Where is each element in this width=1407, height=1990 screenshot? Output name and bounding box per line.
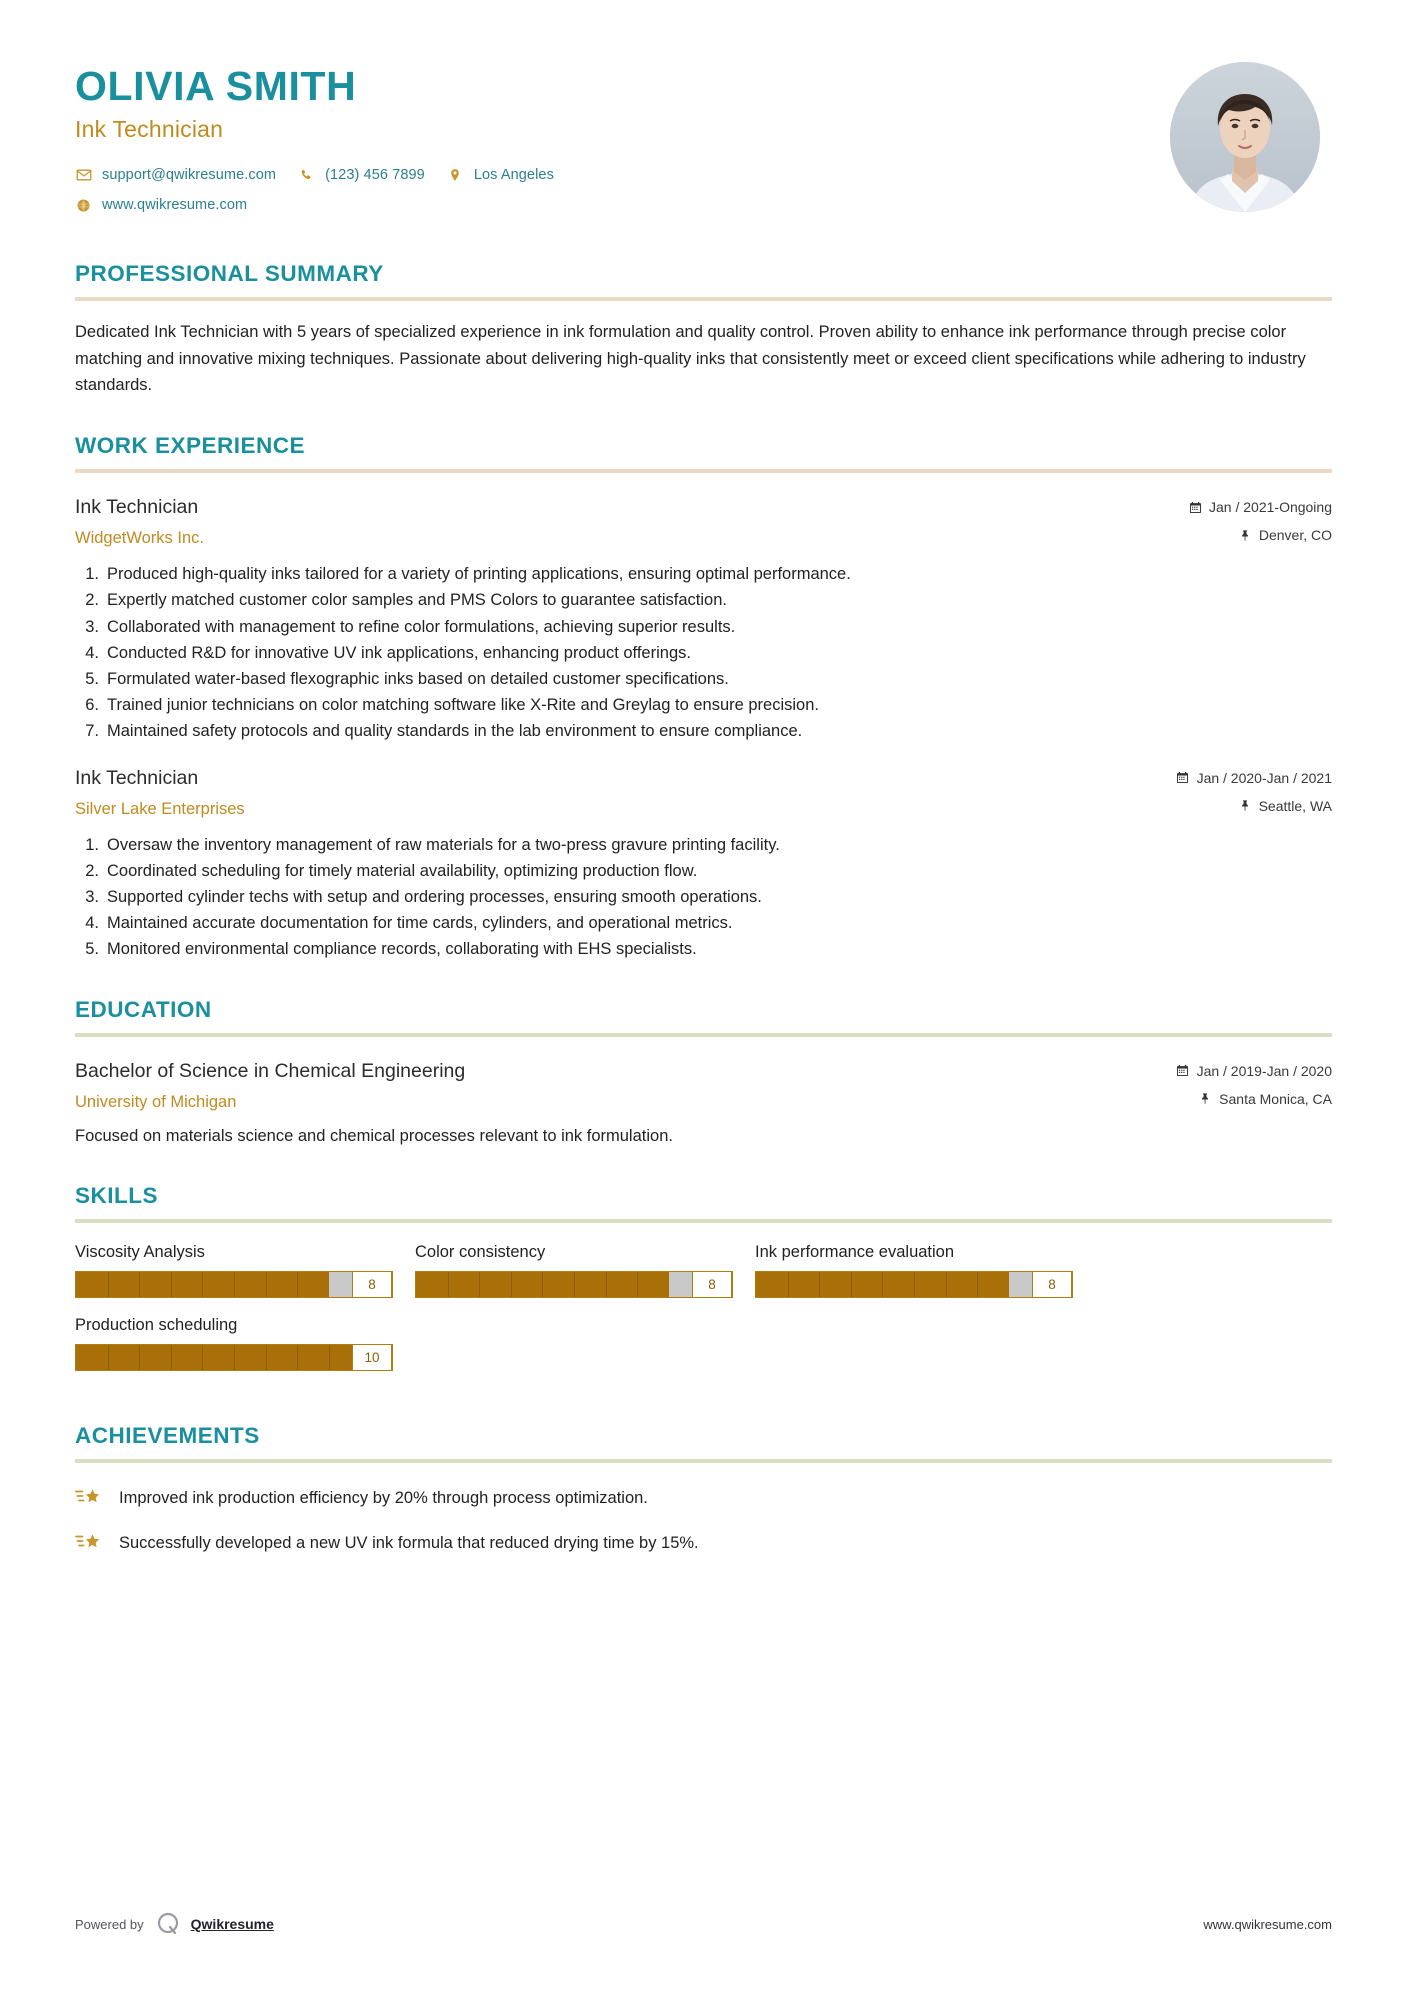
bullet-number: 1.	[85, 836, 99, 855]
job-role-subtitle: Ink Technician	[75, 115, 224, 142]
education-entry-meta	[1176, 1059, 1332, 1107]
bullet-number: 2.	[85, 591, 99, 610]
bullet-text: Oversaw the inventory management of raw materials for a two-press gravure printing facility.	[107, 836, 780, 855]
skill-segment-divider	[297, 1345, 298, 1370]
skill-segment-divider	[977, 1272, 978, 1297]
section-title-work-experience: WORK EXPERIENCE	[75, 433, 306, 459]
work-entry-header	[75, 495, 1332, 548]
section-title-achievements: ACHIEVEMENTS	[75, 1423, 260, 1449]
location-pin-icon	[1238, 528, 1252, 542]
contact-phone-text: (123) 456 7899	[325, 167, 425, 184]
header-identity	[75, 58, 576, 227]
calendar-icon	[1188, 500, 1202, 514]
bullet-text: Formulated water-based flexographic inks based on detailed customer specifications.	[107, 669, 729, 688]
bullet-number: 4.	[85, 914, 99, 933]
shooting-star-icon	[75, 1530, 105, 1556]
bullet-text: Maintained accurate documentation for time cards, cylinders, and operational metrics.	[107, 914, 733, 933]
skill-segment-divider	[882, 1272, 883, 1297]
work-bullet-list	[75, 561, 1332, 743]
work-company-name: Silver Lake Enterprises	[75, 800, 245, 819]
qwikresume-logo-icon	[155, 1910, 183, 1938]
contact-block	[75, 167, 576, 214]
skill-progress-fill	[416, 1272, 669, 1297]
skill-segment-divider	[171, 1345, 172, 1370]
contact-location-text: Los Angeles	[473, 167, 554, 184]
skill-segment-divider	[511, 1272, 512, 1297]
calendar-icon	[1176, 1064, 1190, 1078]
bullet-text: Supported cylinder techs with setup and ordering processes, ensuring smooth operations.	[107, 888, 762, 907]
qwikresume-link[interactable]: Qwikresume	[190, 1916, 274, 1932]
bullet-text: Produced high-quality inks tailored for a variety of printing applications, ensuring optimal performance.	[107, 565, 851, 584]
envelope-icon	[75, 167, 92, 184]
skill-segment-divider	[819, 1272, 820, 1297]
location-pin-icon	[447, 167, 464, 184]
skill-segment-divider	[266, 1345, 267, 1370]
bullet-text: Coordinated scheduling for timely material availability, optimizing production flow.	[107, 862, 698, 881]
skill-segment-divider	[108, 1345, 109, 1370]
bullet-number: 6.	[85, 695, 99, 714]
section-work-experience	[75, 433, 1332, 962]
skill-segment-divider	[574, 1272, 575, 1297]
work-entry-list	[75, 495, 1332, 962]
section-achievements	[75, 1423, 1332, 1556]
bullet-text: Expertly matched customer color samples and PMS Colors to guarantee satisfaction.	[107, 591, 727, 610]
skill-segment-divider	[914, 1272, 915, 1297]
page-footer	[0, 1910, 1407, 1938]
bullet-number: 3.	[85, 617, 99, 636]
skill-progress-bar	[415, 1271, 733, 1298]
calendar-icon	[1176, 771, 1190, 785]
work-bullet	[81, 718, 1332, 744]
skill-progress-bar	[755, 1271, 1073, 1298]
bullet-number: 7.	[85, 721, 99, 740]
contact-row-secondary	[75, 197, 576, 214]
education-entry-list	[75, 1059, 1332, 1150]
resume-header	[75, 0, 1332, 227]
shooting-star-icon	[75, 1485, 105, 1511]
bullet-text: Collaborated with management to refine color formulations, achieving superior results.	[107, 617, 736, 636]
skill-progress-bar	[75, 1344, 393, 1371]
work-bullet	[81, 614, 1332, 640]
powered-by-label: Powered by	[75, 1916, 144, 1932]
section-divider	[75, 1459, 1332, 1463]
skill-name: Viscosity Analysis	[75, 1243, 205, 1262]
section-skills	[75, 1183, 1332, 1389]
contact-row-primary	[75, 167, 576, 184]
avatar	[1170, 62, 1320, 212]
contact-website[interactable]	[75, 197, 247, 214]
contact-phone[interactable]	[298, 167, 425, 184]
work-entry-identity	[75, 495, 1188, 548]
bullet-text: Maintained safety protocols and quality standards in the lab environment to ensure compliance.	[107, 721, 803, 740]
bullet-text: Monitored environmental compliance records, collaborating with EHS specialists.	[107, 940, 697, 959]
work-date-text: Jan / 2021-Ongoing	[1209, 499, 1332, 516]
work-bullet	[81, 910, 1332, 936]
section-education	[75, 997, 1332, 1150]
work-company-name: WidgetWorks Inc.	[75, 529, 204, 548]
contact-website-text: www.qwikresume.com	[102, 197, 248, 214]
work-entry-meta	[1176, 766, 1332, 814]
skill-segment-divider	[266, 1272, 267, 1297]
bullet-number: 2.	[85, 862, 99, 881]
skill-item	[415, 1243, 733, 1298]
summary-text: Dedicated Ink Technician with 5 years of specialized experience in ink formulation and quality control. Proven ability to enhance ink performance through precise color matching and innovative mixing techniques. Passionate about delivering high-quality inks that consistently meet or exceed client specifications while adhering to industry standards.	[75, 322, 1306, 395]
education-degree: Bachelor of Science in Chemical Engineering	[75, 1059, 466, 1082]
contact-location	[447, 167, 554, 184]
skill-segment-divider	[851, 1272, 852, 1297]
work-date-line	[1188, 499, 1332, 515]
skill-segment-divider	[171, 1272, 172, 1297]
education-date-line	[1176, 1063, 1332, 1079]
work-bullet	[81, 587, 1332, 613]
work-location-line	[1188, 527, 1332, 543]
work-job-title: Ink Technician	[75, 496, 199, 519]
bullet-number: 5.	[85, 669, 99, 688]
bullet-number: 5.	[85, 940, 99, 959]
section-divider	[75, 297, 1332, 301]
work-date-text: Jan / 2020-Jan / 2021	[1196, 769, 1332, 786]
bullet-text: Conducted R&D for innovative UV ink applications, enhancing product offerings.	[107, 643, 691, 662]
bullet-text: Trained junior technicians on color matching software like X-Rite and Greylag to ensure precision.	[107, 695, 819, 714]
achievement-text: Successfully developed a new UV ink formula that reduced drying time by 15%.	[119, 1534, 699, 1553]
phone-icon	[298, 167, 315, 184]
skill-rating-value: 8	[352, 1271, 392, 1298]
education-description: Focused on materials science and chemical processes relevant to ink formulation.	[75, 1126, 673, 1145]
work-bullet	[81, 936, 1332, 962]
skill-segment-divider	[234, 1272, 235, 1297]
skill-segment-divider	[606, 1272, 607, 1297]
footer-brand-block	[75, 1910, 274, 1938]
skill-segment-divider	[448, 1272, 449, 1297]
page-title: OLIVIA SMITH	[75, 63, 357, 109]
bullet-number: 1.	[85, 565, 99, 584]
skill-progress-fill	[756, 1272, 1009, 1297]
work-entry-meta	[1188, 495, 1332, 543]
work-bullet	[81, 640, 1332, 666]
work-location-text: Seattle, WA	[1258, 797, 1332, 814]
work-bullet	[81, 858, 1332, 884]
work-entry	[75, 766, 1332, 963]
location-pin-icon	[1238, 799, 1252, 813]
globe-icon	[75, 197, 92, 214]
location-pin-icon	[1198, 1092, 1212, 1106]
skill-name: Color consistency	[415, 1243, 546, 1262]
skill-rating-value: 8	[1032, 1271, 1072, 1298]
skill-segment-divider	[479, 1272, 480, 1297]
skill-segment-divider	[297, 1272, 298, 1297]
section-professional-summary	[75, 261, 1332, 399]
section-divider	[75, 1033, 1332, 1037]
section-title-education: EDUCATION	[75, 996, 212, 1022]
bullet-number: 4.	[85, 643, 99, 662]
skill-progress-fill	[76, 1345, 392, 1370]
bullet-number: 3.	[85, 888, 99, 907]
contact-email[interactable]	[75, 167, 276, 184]
skill-item	[75, 1316, 393, 1371]
work-date-line	[1176, 770, 1332, 786]
achievement-text: Improved ink production efficiency by 20% through process optimization.	[119, 1489, 648, 1508]
work-bullet	[81, 832, 1332, 858]
skill-rating-value: 8	[692, 1271, 732, 1298]
achievement-list	[75, 1485, 1332, 1556]
section-divider	[75, 1219, 1332, 1223]
contact-email-text: support@qwikresume.com	[102, 167, 277, 184]
skill-item	[75, 1243, 393, 1298]
education-school: University of Michigan	[75, 1092, 237, 1111]
skill-segment-divider	[108, 1272, 109, 1297]
skill-segment-divider	[234, 1345, 235, 1370]
section-divider	[75, 469, 1332, 473]
skill-segment-divider	[788, 1272, 789, 1297]
work-bullet	[81, 666, 1332, 692]
skill-segment-divider	[202, 1345, 203, 1370]
work-entry-header	[75, 766, 1332, 819]
education-date-text: Jan / 2019-Jan / 2020	[1196, 1062, 1332, 1079]
achievement-item	[75, 1485, 1332, 1511]
achievement-item	[75, 1530, 1332, 1556]
section-title-summary: PROFESSIONAL SUMMARY	[75, 260, 384, 286]
skill-segment-divider	[542, 1272, 543, 1297]
skill-segment-divider	[139, 1272, 140, 1297]
skill-segment-divider	[139, 1345, 140, 1370]
education-location-line	[1176, 1091, 1332, 1107]
skill-segment-divider	[637, 1272, 638, 1297]
skill-segment-divider	[329, 1345, 330, 1370]
skill-name: Ink performance evaluation	[755, 1243, 955, 1262]
work-job-title: Ink Technician	[75, 766, 199, 789]
skill-progress-fill	[76, 1272, 329, 1297]
education-entry-header	[75, 1059, 1332, 1112]
work-entry	[75, 495, 1332, 744]
work-bullet	[81, 561, 1332, 587]
work-bullet	[81, 884, 1332, 910]
education-entry-identity	[75, 1059, 1176, 1112]
work-entry-identity	[75, 766, 1176, 819]
skill-name: Production scheduling	[75, 1316, 238, 1335]
education-location-text: Santa Monica, CA	[1219, 1090, 1332, 1107]
skill-segment-divider	[202, 1272, 203, 1297]
footer-website[interactable]: www.qwikresume.com	[1203, 1916, 1332, 1932]
skill-progress-bar	[75, 1271, 393, 1298]
skill-rating-value: 10	[352, 1344, 392, 1371]
education-entry	[75, 1059, 1332, 1150]
section-title-skills: SKILLS	[75, 1183, 159, 1209]
skill-item	[755, 1243, 1073, 1298]
work-location-text: Denver, CO	[1258, 527, 1332, 544]
skills-grid	[75, 1243, 1332, 1389]
skill-segment-divider	[946, 1272, 947, 1297]
work-location-line	[1176, 798, 1332, 814]
work-bullet	[81, 692, 1332, 718]
work-bullet-list	[75, 832, 1332, 962]
